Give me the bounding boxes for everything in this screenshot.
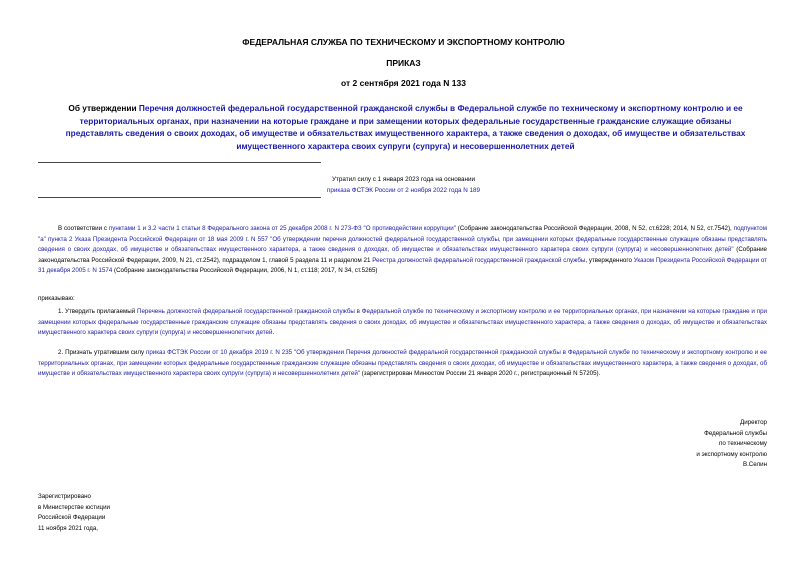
link-list-of-positions[interactable]: Перечень должностей федеральной государственной гражданской службы в Федеральной службе по техническому и экспортному контролю и ее территориальных органах, при назначении на которые граждане и при замещении которых федеральные государственные гражданские служащие обязаны представлять сведения о своих доходах, об имуществе и обязательствах имущественного характера, а также сведения о доходах, об имуществе и обязательствах имущественного характера своих супруги (супруга) и несовершеннолетних детей xyxy=(38,308,767,337)
signature-line-4: и экспортному контролю xyxy=(696,450,767,458)
lost-force-link[interactable]: приказа ФСТЭК России от 2 ноября 2022 года N 189 xyxy=(326,187,481,194)
link-order-235[interactable]: приказ ФСТЭК России от 10 декабря 2019 г. N 235 "Об утверждении Перечня должностей федеральной государственной гражданской службы в Федеральной службе по техническому и экспортному контролю и ее территориальных органах, при замещении которых федеральные государственные гражданские служащие обязаны представлять сведения о своих доходах, об имуществе и обязательствах имущественного характера, а также сведения о доходах, об имуществе и обязательствах имущественного характера своих супруги (супруга) и несовершеннолетних детей" xyxy=(38,349,767,378)
signature-line-3: по техническому xyxy=(719,440,767,448)
divider-top xyxy=(38,162,321,163)
preamble-text-5: (Собрание законодательства Российской Федерации, 2006, N 1, ст.118; 2017, N 34, ст.5265) xyxy=(112,267,378,275)
signature-block xyxy=(696,418,767,471)
lost-force-note: Утратил силу с 1 января 2023 года на основании xyxy=(331,176,476,183)
registration-line-4: 11 ноября 2021 года, xyxy=(38,524,99,532)
preamble-text-1: В соответствии с xyxy=(58,225,109,232)
item-1-end: . xyxy=(272,329,275,337)
item-1-text: 1. Утвердить прилагаемый xyxy=(58,308,138,315)
preamble-text-4: , утвержденного xyxy=(585,256,634,264)
link-decree-1574[interactable]: Указом Президента Российской Федерации от 31 декабря 2005 г. N 1574 xyxy=(38,256,768,275)
item-2-paragraph xyxy=(38,348,767,380)
item-1-paragraph xyxy=(38,307,767,339)
preamble-text-2: (Собрание законодательства Российской Федерации, 2008, N 52, ст.6228; 2014, N 52, ст.7542), xyxy=(455,225,734,232)
preamble-text-3: (Собрание законодательства Российской Федерации, 2009, N 21, ст.2542), подразделом 1, главой 5 раздела 11 и разделом 21 xyxy=(38,246,767,264)
registration-line-3: Российской Федерации xyxy=(38,514,106,522)
link-registry[interactable]: Реестра должностей федеральной государственной гражданской службы xyxy=(372,256,586,264)
document-type: ПРИКАЗ xyxy=(386,58,421,68)
document-title xyxy=(50,102,761,152)
link-federal-law-273[interactable]: пунктами 1 и 3.2 части 1 статьи 8 Федерального закона от 25 декабря 2008 г. N 273-ФЗ "О противодействии коррупции" xyxy=(108,225,456,232)
order-word: приказываю: xyxy=(38,295,75,302)
link-decree-557[interactable]: подпунктом "а" пункта 2 Указа Президента Российской Федерации от 18 мая 2009 г. N 557 "Об утверждении перечня должностей федеральной государственной службы, при замещении которых федеральные государственные служащие обязаны представлять сведения о своих доходах, об имуществе и обязательствах имущественного характера, а также сведения о доходах, об имуществе и обязательствах имущественного характера своих супруги (супруга) и несовершеннолетних детей" xyxy=(38,225,767,254)
item-2-text: 2. Признать утратившим силу xyxy=(58,349,146,356)
signature-line-1: Директор xyxy=(740,419,767,426)
signature-name: В.Селин xyxy=(742,461,767,469)
agency-name: ФЕДЕРАЛЬНАЯ СЛУЖБА ПО ТЕХНИЧЕСКОМУ И ЭКСПОРТНОМУ КОНТРОЛЮ xyxy=(242,37,565,47)
divider-bottom xyxy=(38,197,321,198)
registration-line-1: Зарегистрировано xyxy=(38,493,91,500)
signature-line-2: Федеральной службы xyxy=(704,429,767,437)
item-2-end: (зарегистрирован Минюстом России 21 января 2020 г., регистрационный N 57205). xyxy=(360,370,601,378)
preamble-paragraph xyxy=(38,224,767,277)
title-prefix: Об утверждении xyxy=(68,103,139,113)
document-date-number: от 2 сентября 2021 года N 133 xyxy=(341,78,466,88)
title-link[interactable]: Перечня должностей федеральной государственной гражданской службы в Федеральной службе по техническому и экспортному контролю и ее территориальных органах, при назначении на которые граждане и при замещении которых федеральные государственные гражданские служащие обязаны представлять сведения о своих доходах, об имуществе и обязательствах имущественного характера, а также сведения о доходах, об имуществе и обязательствах имущественного характера своих супруги (супруга) и несовершеннолетних детей xyxy=(65,103,746,151)
registration-block xyxy=(38,492,110,534)
registration-line-2: в Министерстве юстиции xyxy=(38,503,111,511)
